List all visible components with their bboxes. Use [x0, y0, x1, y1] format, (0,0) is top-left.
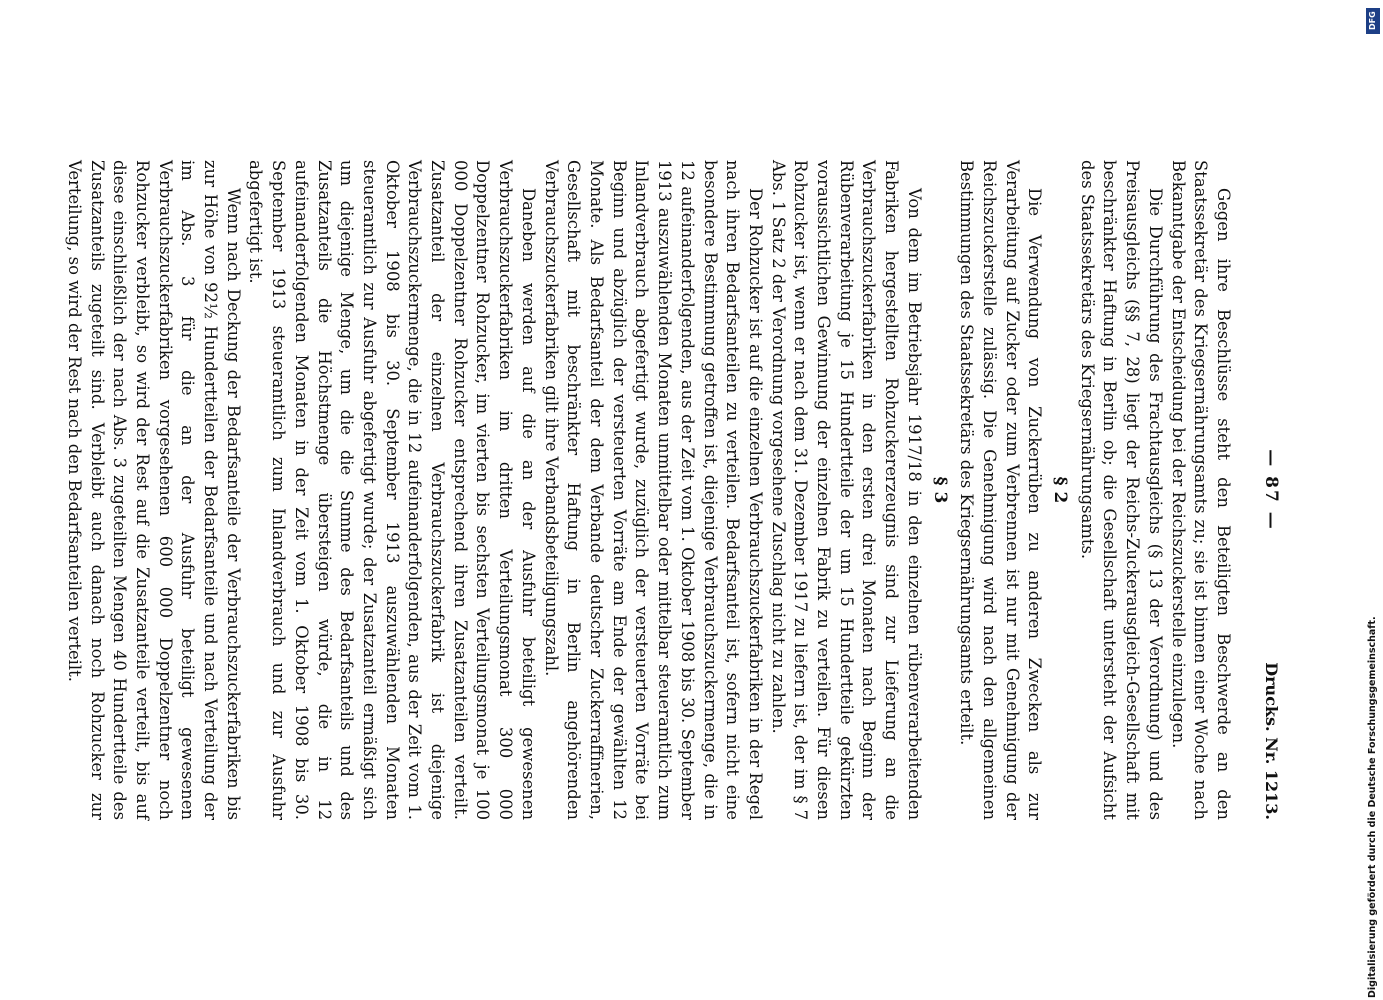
credit-text: Digitalisierung gefördert durch die Deutsche Forschungsgemeinschaft.	[1367, 616, 1378, 998]
paragraph-equalization: Die Durchführung des Frachtausgleichs (§ 13 der Verordnung) und des Preisausgleichs (§§ 7, 28) liegt der Reichs-Zuckerausgleich-Gesellschaft mit beschränkter Haftung in Berlin ob; die Gesellschaft untersteht der Aufsicht des Staatssekretärs des Kriegsernährungsamts.	[1077, 160, 1165, 820]
dfg-logo: DFG	[1366, 8, 1380, 34]
document-reference: Drucks. Nr. 1213.	[1262, 662, 1281, 820]
digitization-credit	[1366, 8, 1380, 998]
paragraph-appeal: Gegen ihre Beschlüsse steht den Beteiligten Beschwerde an den Staatssekretär des Kriegsernährungsamts zu; sie ist binnen einer Woche nach Bekanntgabe der Entscheidung bei der Reichszuckerstelle einzulegen.	[1168, 160, 1233, 820]
section-heading-3: § 3	[929, 476, 950, 504]
paragraph-section-3-3: Daneben werden auf die an der Ausfuhr beteiligt gewesenen Verbrauchszuckerfabriken im dritten Verteilungsmonat 300 000 Doppelzentner Rohzucker, im vierten bis sechsten Verteilungsmonat je 100 000 Doppelzentner Rohzucker entsprechend ihren Zusatzanteilen verteilt. Zusatzanteil der einzelnen Verbrauchszuckerfabrik ist diejenige Verbrauchszuckermenge, die in 12 aufeinanderfolgenden, aus der Zeit vom 1. Oktober 1908 bis 30. September 1913 auszuwählenden Monaten steueramtlich zur Ausfuhr abgefertigt wurde; der Zusatzanteil ermäßigt sich um diejenige Menge, um die die Summe des Bedarfsanteils und des Zusatzanteils die Höchstmenge übersteigen würde, die in 12 aufeinanderfolgenden Monaten in der Zeit vom 1. Oktober 1908 bis 30. September 1913 steueramtlich zum Inlandverbrauch und zur Ausfuhr abgefertigt ist.	[246, 160, 538, 820]
page-body	[62, 160, 1234, 820]
page-number: — 87 —	[1261, 449, 1281, 531]
document-page	[64, 160, 1282, 820]
paragraph-section-2: Die Verwendung von Zuckerrüben zu anderen Zwecken als zur Verarbeitung auf Zucker oder zum Verbrennen ist nur mit Genehmigung der Reichszuckerstelle zulässig. Die Genehmigung wird nach den allgemeinen Bestimmungen des Staatssekretärs des Kriegsernährungsamts erteilt.	[957, 160, 1045, 820]
paragraph-section-3-1: Von dem im Betriebsjahr 1917/18 in den einzelnen rübenverarbeitenden Fabriken hergestellten Rohzuckererzeugnis sind zur Lieferung an die Verbrauchszuckerfabriken in den ersten drei Monaten nach Beginn der Rübenverarbeitung je 15 Hundertteile der um 15 Hundertteile gekürzten voraussichtlichen Gewinnung der einzelnen Fabrik zu verteilen. Für diesen Rohzucker ist, wenn er nach dem 31. Dezember 1917 zu liefern ist, der im § 7 Abs. 1 Satz 2 der Verordnung vorgesehene Zuschlag nicht zu zahlen.	[768, 160, 924, 820]
page-header	[1256, 160, 1282, 820]
paragraph-section-3-4: Wenn nach Deckung der Bedarfsanteile der Verbrauchszuckerfabriken bis zur Höhe von 92½ Hundertteilen der Bedarfsanteile und nach Verteilung der im Abs. 3 für die an der Ausfuhr beteiligt gewesenen Verbrauchszuckerfabriken vorgesehenen 600 000 Doppelzentner noch Rohzucker verbleibt, so wird der Rest auf die Zusatzanteile verteilt, bis auf diese einschließlich der nach Abs. 3 zugeteilten Mengen 40 Hundertteile des Zusatzanteils zugeteilt sind. Verbleibt auch danach noch Rohzucker zur Verteilung, so wird der Rest nach den Bedarfsanteilen verteilt.	[64, 160, 243, 820]
paragraph-section-3-2: Der Rohzucker ist auf die einzelnen Verbrauchszuckerfabriken in der Regel nach ihren Bedarfsanteilen zu verteilen. Bedarfsanteil ist, sofern nicht eine besondere Bestimmung getroffen ist, diejenige Verbrauchszuckermenge, die in 12 aufeinanderfolgenden, aus der Zeit vom 1. Oktober 1908 bis 30. September 1913 auszuwählenden Monaten unmittelbar oder mittelbar steueramtlich zum Inlandverbrauch abgefertigt wurde, zuzüglich der versteuerten Vorräte bei Beginn und abzüglich der versteuerten Vorräte am Ende der gewählten 12 Monate. Als Bedarfsanteil der dem Verbande deutscher Zuckerraffinerien, Gesellschaft mit beschränkter Haftung in Berlin angehörenden Verbrauchszuckerfabriken gilt ihre Verbandsbeteiligungszahl.	[541, 160, 765, 820]
section-heading-2: § 2	[1050, 476, 1071, 504]
